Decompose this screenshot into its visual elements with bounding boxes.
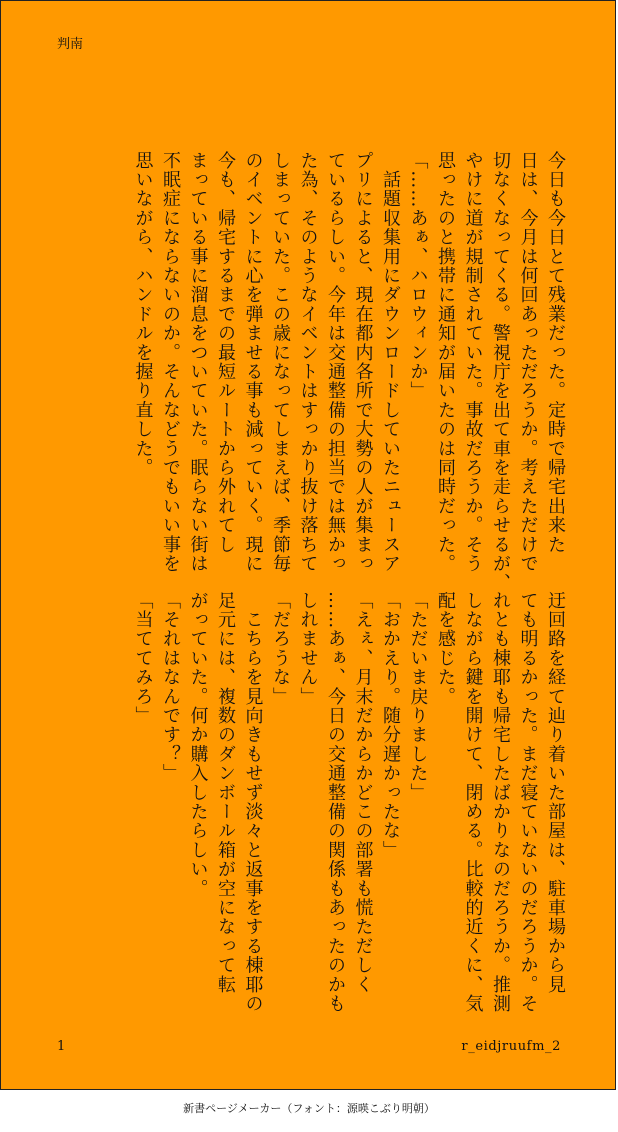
user-id: r_eidjruufm_2 <box>461 1039 561 1054</box>
text-line: れとも棟耶も帰宅したばかりなのだろうか。推測 <box>490 591 511 1014</box>
text-line: 「だろうな」 <box>270 591 291 707</box>
text-line: 「それはなんです？」 <box>160 591 181 783</box>
lower-text-column <box>129 591 569 1014</box>
text-line: ……あぁ、今日の交通整備の関係もあったのかも <box>325 591 346 1014</box>
text-line: やけに道が規制されていた。事故だろうか。そう <box>462 151 484 574</box>
text-line: た為、そのようなイベントはすっかり抜け落ちて <box>297 151 319 574</box>
text-line: 不眠症にならないのか。そんなどうでもいい事を <box>160 151 181 574</box>
text-line: 足元には、複数のダンボール箱が空になって転 <box>215 591 236 995</box>
text-line: 配を感じた。 <box>435 591 456 707</box>
text-line: 今も、帰宅するまでの最短ルートから外れてし <box>215 151 236 555</box>
text-line: 「おかえり。随分遅かったな」 <box>380 591 401 860</box>
text-line: ても明るかった。まだ寝ていないのだろうか。そ <box>517 591 539 1014</box>
text-line: 切なくなってくる。警視庁を出て車を走らせるが、 <box>490 151 511 593</box>
text-line: 「ただいま戻りました」 <box>407 591 429 803</box>
text-line: しながら鍵を開けて、閉める。比較的近くに、気 <box>462 591 484 1014</box>
text-line: しまっていた。この歳になってしまえば、季節毎 <box>270 151 291 574</box>
page-number: 1 <box>57 1039 66 1054</box>
text-line: 迂回路を経て辿り着いた部屋は、駐車場から見 <box>545 591 566 995</box>
text-line: 「当ててみろ」 <box>132 591 154 726</box>
text-line: しれません」 <box>297 591 319 707</box>
text-line: こちらを見向きもせず淡々と返事をする棟耶の <box>242 591 264 1014</box>
text-line: プリによると、現在都内各所で大勢の人が集まっ <box>352 151 374 574</box>
text-line: 日は、今月は何回あっただろうか。考えただけで <box>517 151 539 574</box>
text-line: 思ったのと携帯に通知が届いたのは同時だった。 <box>435 151 456 574</box>
text-line: ているらしい。今年は交通整備の担当では無かっ <box>325 151 346 574</box>
text-line: 「……あぁ、ハロウィンか」 <box>407 151 429 401</box>
text-line: 話題収集用にダウンロードしていたニュースア <box>380 151 401 574</box>
text-line: 今日も今日とて残業だった。定時で帰宅出来た <box>545 151 566 555</box>
upper-text-column <box>129 151 569 593</box>
text-line: 思いながら、ハンドルを握り直した。 <box>132 151 154 478</box>
footer-credit: 新書ページメーカー（フォント：源暎こぶり明朝） <box>183 1102 435 1115</box>
page-header: 判南 <box>57 37 84 52</box>
text-line: 「えぇ、月末だからかどこの部署も慌ただしく <box>352 591 374 995</box>
text-line: のイベントに心を弾ませる事も減っていく。現に <box>242 151 264 574</box>
text-line: がっていた。何か購入したらしい。 <box>187 591 209 899</box>
text-line: まっている事に溜息をついていた。眠らない街は <box>187 151 209 574</box>
